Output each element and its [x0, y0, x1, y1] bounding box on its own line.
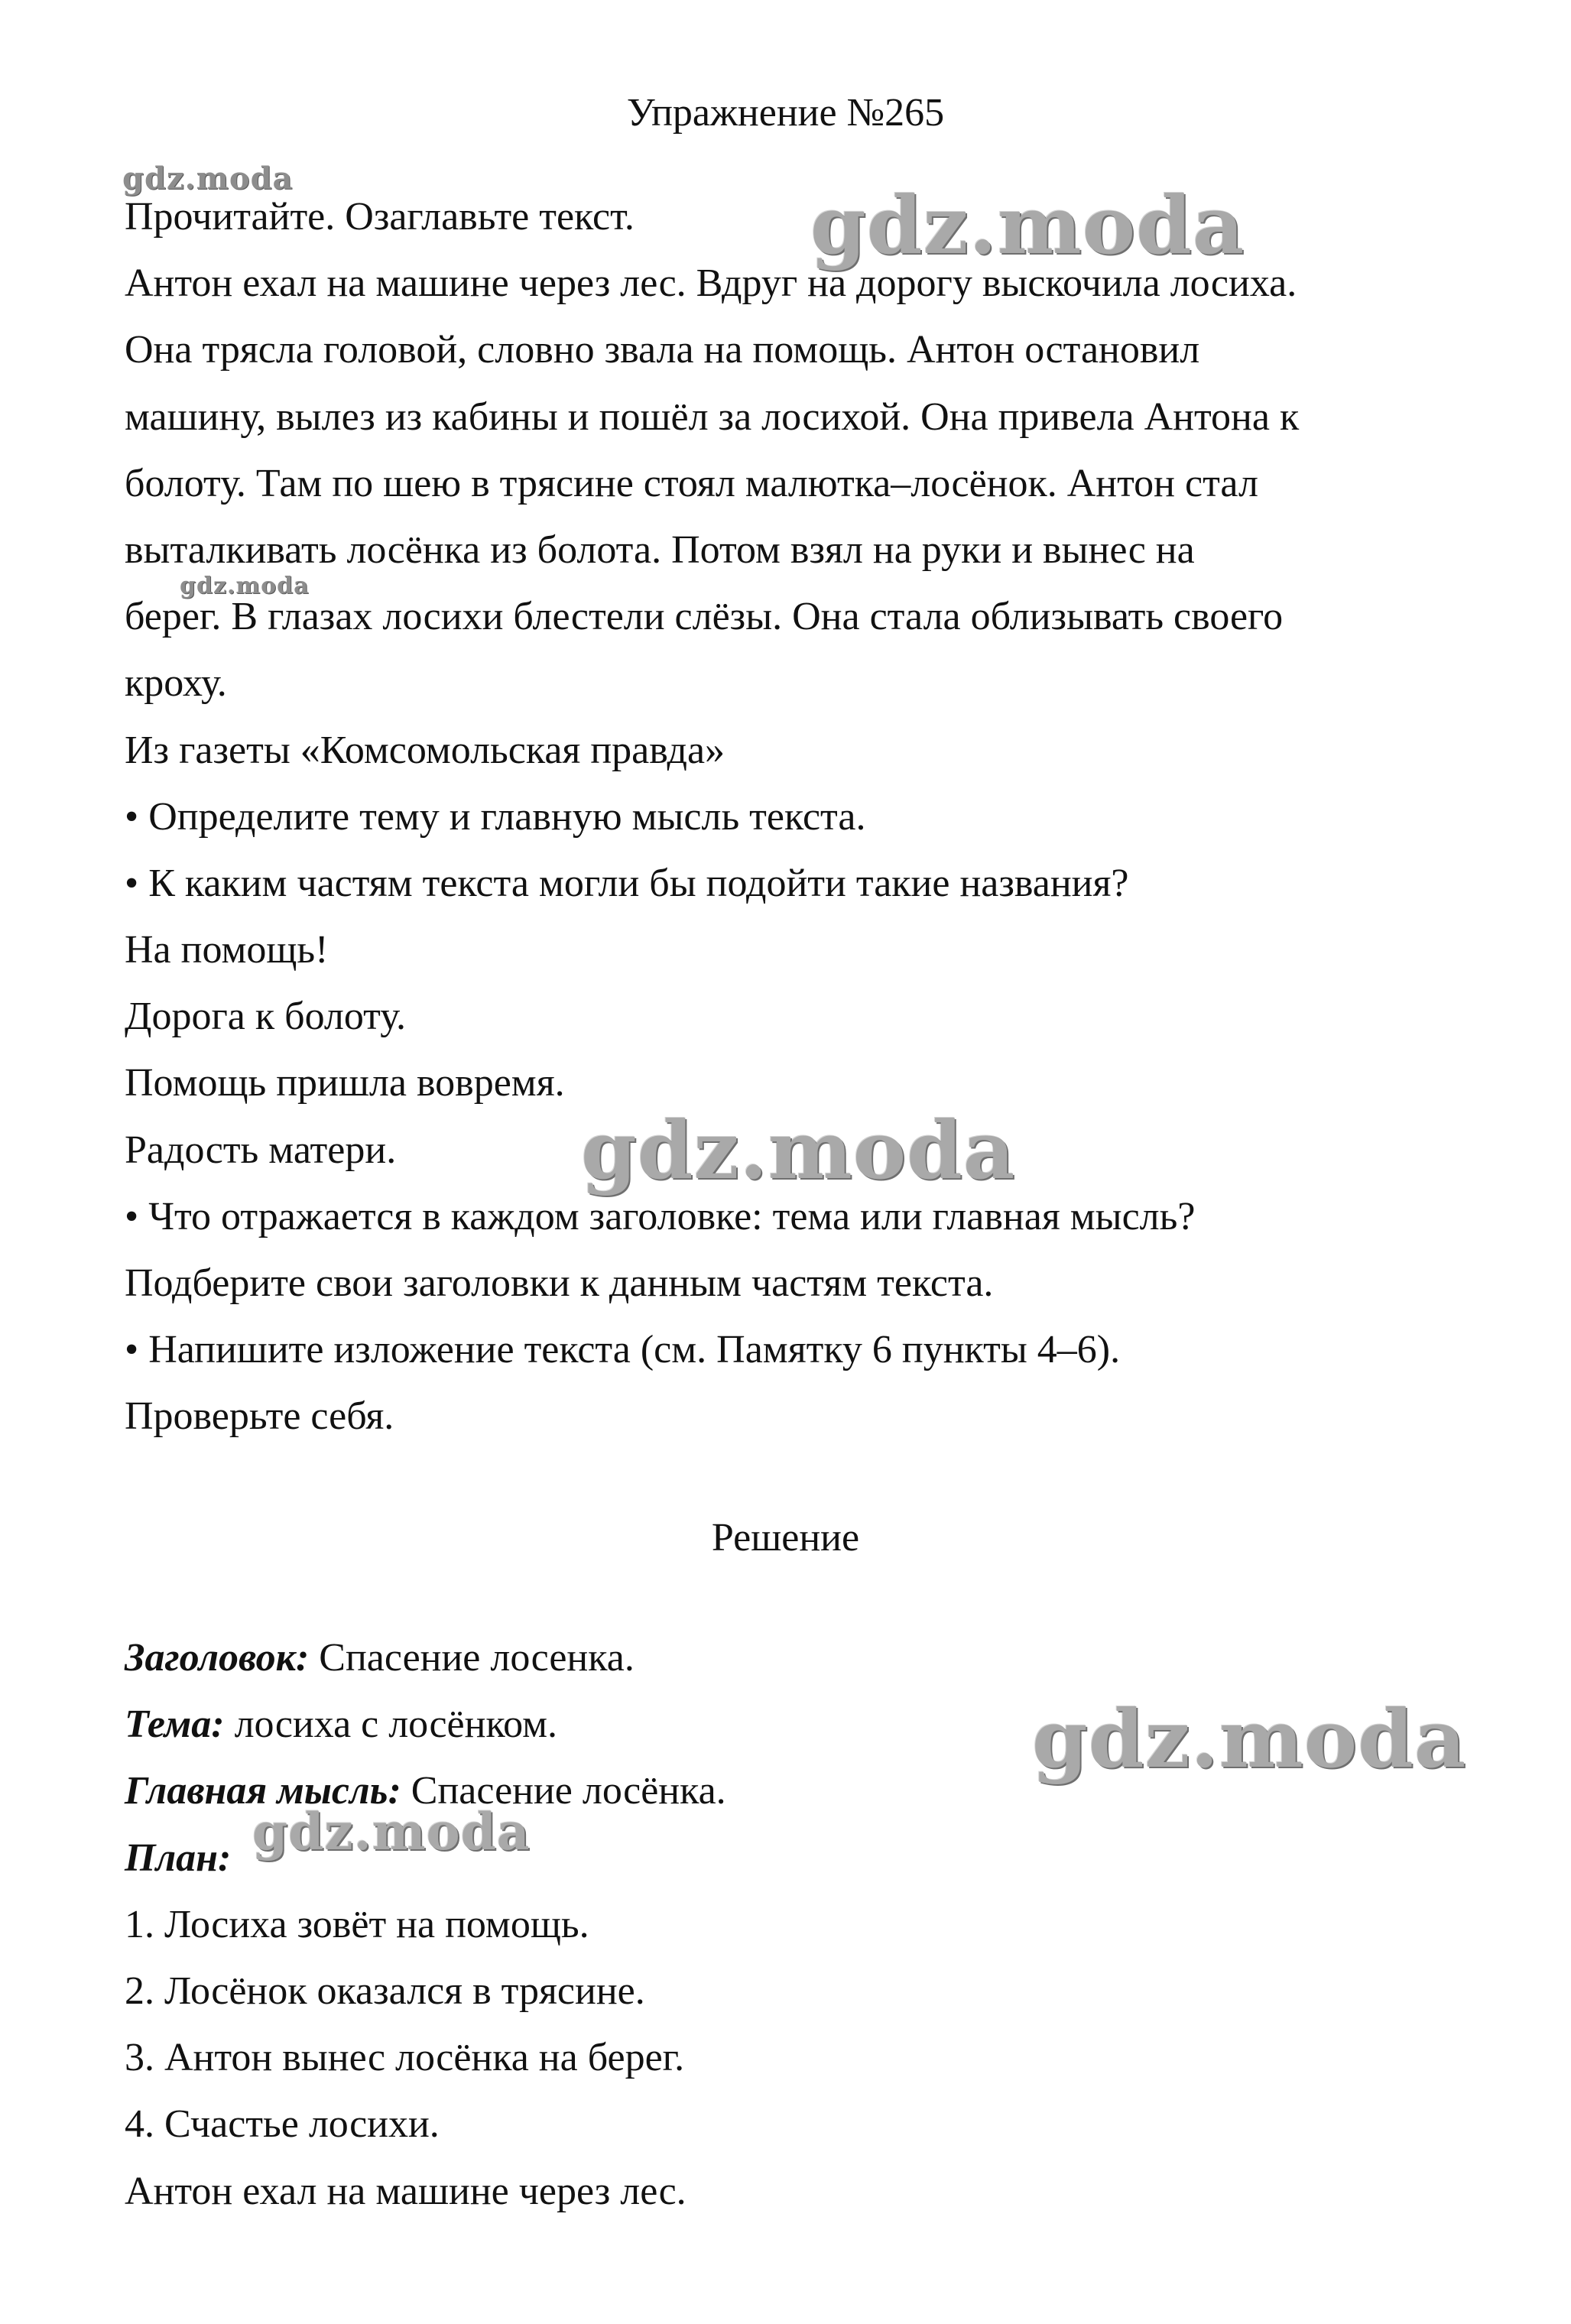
answer-plan [125, 1825, 1547, 1891]
closing-line: Антон ехал на машине через лес. [125, 2169, 687, 2213]
exercise-line: выталкивать лосёнка из болота. Потом взял на руки и вынес на [125, 527, 1195, 572]
answer-topic-label: Тема: [125, 1702, 225, 1747]
title-option: Дорога к болоту. [125, 995, 407, 1039]
exercise-line: машину, вылез из кабины и пошёл за лосихой. Она привела Антона к [125, 394, 1300, 439]
answer-title-label: Заголовок: [125, 1636, 310, 1680]
plan-item: 2. Лосёнок оказался в трясине. [125, 1969, 645, 2013]
watermark: gdz.moda [581, 1103, 1016, 1197]
answer-title [125, 1625, 1547, 1691]
task-line: Подберите свои заголовки к данным частям текста. [125, 1261, 994, 1305]
answer-topic [125, 1691, 1547, 1758]
plan-item: 3. Антон вынес лосёнка на берег. [125, 2036, 685, 2080]
watermark: gdz.moda [180, 573, 310, 599]
solution-block [125, 1625, 1547, 2225]
answer-title-value: Спасение лосенка. [309, 1636, 635, 1680]
watermark: gdz.moda [1032, 1692, 1467, 1786]
task-line: • К каким частям текста могли бы подойти такие названия? [125, 861, 1129, 905]
exercise-line: берег. В глазах лосихи блестели слёзы. Она стала облизывать своего [125, 595, 1284, 639]
page-title: Упражнение №265 [626, 91, 945, 135]
task-line: • Что отражается в каждом заголовке: тема или главная мысль? [125, 1194, 1196, 1238]
answer-topic-value: лосиха с лосёнком. [224, 1702, 558, 1747]
task-line: Проверьте себя. [125, 1394, 394, 1439]
title-option: Радость матери. [125, 1128, 397, 1172]
title-option: Помощь пришла вовремя. [125, 1061, 565, 1105]
exercise-line: болоту. Там по шею в трясине стоял малютка–лосёнок. Антон стал [125, 461, 1258, 505]
exercise-line: Антон ехал на машине через лес. Вдруг на дорогу выскочила лосиха. [125, 261, 1297, 306]
answer-idea-value: Спасение лосёнка. [401, 1769, 726, 1813]
solution-heading: Решение [711, 1516, 860, 1560]
plan-item: 1. Лосиха зовёт на помощь. [125, 1902, 589, 1946]
exercise-line: кроху. [125, 661, 227, 706]
task-line: • Напишите изложение текста (см. Памятку 6 пункты 4–6). [125, 1328, 1121, 1372]
exercise-line: Она трясла головой, словно звала на помощь. Антон остановил [125, 328, 1200, 372]
answer-idea [125, 1758, 1547, 1824]
source-line: Из газеты «Комсомольская правда» [125, 728, 725, 772]
title-option: На помощь! [125, 928, 329, 972]
exercise-line: Прочитайте. Озаглавьте текст. [125, 195, 635, 239]
answer-plan-label: План: [125, 1836, 232, 1880]
watermark: gdz.moda [252, 1802, 531, 1861]
answer-idea-label: Главная мысль: [125, 1769, 401, 1813]
plan-item: 4. Счастье лосихи. [125, 2102, 440, 2147]
watermark: gdz.moda [810, 178, 1245, 272]
watermark: gdz.moda [122, 161, 294, 196]
task-line: • Определите тему и главную мысль текста. [125, 794, 866, 839]
